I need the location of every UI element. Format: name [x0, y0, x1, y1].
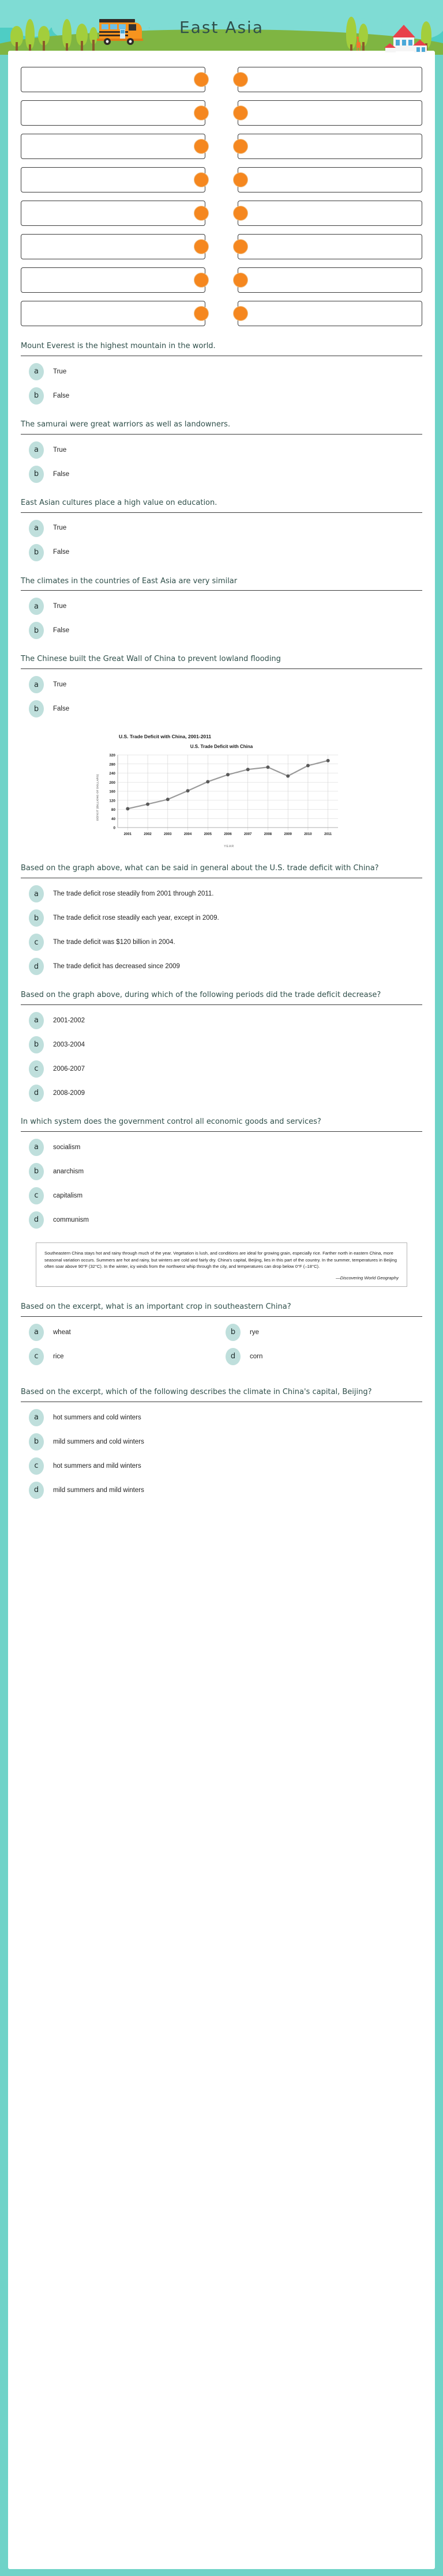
match-definition-label [238, 234, 422, 259]
match-term-label [21, 134, 205, 159]
true-false-question [21, 341, 422, 405]
choice-letter-bubble[interactable]: d [29, 958, 44, 975]
match-row [21, 201, 422, 226]
page-title: East Asia [179, 18, 264, 37]
choice-letter-bubble[interactable]: d [29, 1211, 44, 1229]
match-term-cell[interactable] [21, 167, 205, 192]
true-false-question [21, 654, 422, 717]
choice-label: rye [250, 1328, 259, 1336]
choice-letter-bubble[interactable]: b [29, 1433, 44, 1451]
choice-list [21, 885, 422, 975]
choice-label: 2006-2007 [53, 1065, 85, 1072]
choice-letter-bubble[interactable]: a [29, 885, 44, 902]
svg-text:280: 280 [109, 762, 115, 767]
question-stem: Based on the graph above, during which of the following periods did the trade deficit decrease? [21, 991, 381, 1000]
worksheet-sheet [8, 51, 435, 2569]
choice-letter-bubble[interactable]: b [226, 1324, 241, 1341]
choice-label: 2003-2004 [53, 1041, 85, 1048]
excerpt-questions [21, 1302, 422, 1499]
excerpt-attribution: —Discovering World Geography [336, 1275, 399, 1281]
choice-option[interactable] [29, 1012, 422, 1029]
question-stem: East Asian cultures place a high value on education. [21, 498, 217, 507]
question-rule [21, 668, 422, 669]
svg-text:120: 120 [109, 799, 115, 803]
question-rule [21, 512, 422, 513]
choice-letter-bubble[interactable]: c [29, 1187, 44, 1204]
match-term-label [21, 201, 205, 226]
match-connector-dot[interactable] [233, 172, 248, 187]
choice-letter-bubble[interactable]: c [29, 934, 44, 951]
question-stem: Based on the excerpt, which of the following describes the climate in China's capital, Beijing? [21, 1387, 372, 1396]
match-connector-dot[interactable] [233, 139, 248, 154]
multiple-choice-question [21, 1302, 422, 1372]
match-definition-cell[interactable] [238, 201, 422, 226]
match-term-label [21, 267, 205, 293]
choice-label: The trade deficit has decreased since 2009 [53, 963, 180, 970]
choice-label: True [53, 524, 67, 532]
choice-option[interactable] [29, 934, 422, 951]
svg-text:240: 240 [109, 772, 115, 776]
choice-label: capitalism [53, 1192, 83, 1199]
choice-option[interactable] [226, 1324, 422, 1341]
match-connector-dot[interactable] [233, 273, 248, 288]
choice-label: True [53, 603, 67, 610]
choice-letter-bubble[interactable]: a [29, 363, 44, 380]
choice-label: corn [250, 1353, 263, 1360]
choice-letter-bubble[interactable]: d [29, 1085, 44, 1102]
svg-text:160: 160 [109, 790, 115, 794]
question-stem: In which system does the government control all economic goods and services? [21, 1117, 321, 1126]
svg-text:2011: 2011 [324, 833, 332, 837]
choice-letter-bubble[interactable]: d [29, 1482, 44, 1499]
match-definition-cell[interactable] [238, 67, 422, 92]
choice-label: 2001-2002 [53, 1017, 85, 1024]
question-rule [21, 1131, 422, 1132]
svg-text:2007: 2007 [244, 833, 252, 837]
match-connector-dot[interactable] [194, 206, 209, 221]
choice-label: True [53, 368, 67, 375]
match-connector-dot[interactable] [233, 306, 248, 321]
excerpt-box [36, 1242, 407, 1287]
choice-label: 2008-2009 [53, 1089, 85, 1097]
choice-letter-bubble[interactable]: a [29, 1324, 44, 1341]
choice-option[interactable] [29, 958, 422, 975]
choice-label: communism [53, 1216, 89, 1223]
match-term-cell[interactable] [21, 134, 205, 159]
choice-option[interactable] [29, 466, 422, 483]
multiple-choice-question [21, 990, 422, 1102]
match-term-label [21, 67, 205, 92]
choice-option[interactable] [29, 1324, 226, 1341]
choice-letter-bubble[interactable]: b [29, 700, 44, 717]
match-definition-cell[interactable] [238, 234, 422, 259]
true-false-questions [21, 341, 422, 717]
choice-letter-bubble[interactable]: b [29, 466, 44, 483]
match-definition-label [238, 167, 422, 192]
match-term-label [21, 234, 205, 259]
choice-label: False [53, 392, 70, 399]
svg-text:2003: 2003 [164, 833, 172, 837]
choice-label: rice [53, 1353, 64, 1360]
match-term-cell[interactable] [21, 67, 205, 92]
choice-letter-bubble[interactable]: a [29, 598, 44, 615]
choice-letter-bubble[interactable]: c [29, 1457, 44, 1475]
question-stem: The samurai were great warriors as well as landowners. [21, 420, 231, 429]
svg-text:2004: 2004 [183, 833, 192, 837]
choice-option[interactable] [29, 1482, 422, 1499]
match-connector-dot[interactable] [194, 105, 209, 120]
choice-label: hot summers and cold winters [53, 1414, 141, 1421]
choice-label: hot summers and mild winters [53, 1462, 141, 1470]
match-definition-cell[interactable] [238, 100, 422, 126]
question-stem: Mount Everest is the highest mountain in the world. [21, 342, 216, 350]
choice-label: wheat [53, 1328, 71, 1336]
match-row [21, 67, 422, 92]
choice-list [21, 1324, 422, 1372]
choice-label: socialism [53, 1143, 81, 1151]
choice-option[interactable] [226, 1348, 422, 1365]
multiple-choice-question [21, 863, 422, 975]
choice-letter-bubble[interactable]: b [29, 544, 44, 561]
choice-option[interactable] [29, 1348, 226, 1365]
choice-letter-bubble[interactable]: b [29, 622, 44, 639]
choice-label: False [53, 470, 70, 478]
match-definition-cell[interactable] [238, 267, 422, 293]
choice-option[interactable] [29, 885, 422, 902]
choice-letter-bubble[interactable]: a [29, 1409, 44, 1426]
match-row [21, 267, 422, 293]
choice-option[interactable] [29, 909, 422, 927]
match-term-cell[interactable] [21, 201, 205, 226]
choice-option[interactable] [29, 1187, 422, 1204]
choice-option[interactable] [29, 387, 422, 405]
svg-text:2006: 2006 [224, 833, 232, 837]
question-stem: The Chinese built the Great Wall of China to prevent lowland flooding [21, 655, 281, 664]
chart-caption: U.S. Trade Deficit with China, 2001-2011 [119, 734, 212, 740]
match-definition-label [238, 267, 422, 293]
multiple-choice-question [21, 1387, 422, 1499]
choice-letter-bubble[interactable]: b [29, 1036, 44, 1053]
choice-letter-bubble[interactable]: b [29, 1163, 44, 1180]
choice-label: True [53, 681, 67, 689]
choice-list [21, 1409, 422, 1499]
choice-label: False [53, 627, 70, 634]
chart-plot [100, 751, 348, 844]
chart-y-axis-label: DEFICIT (BILLIONS OF DOLLARS) [96, 774, 99, 821]
match-connector-dot[interactable] [233, 105, 248, 120]
match-row [21, 234, 422, 259]
match-connector-dot[interactable] [233, 72, 248, 87]
matching-exercise [21, 61, 422, 326]
true-false-question [21, 420, 422, 483]
choice-list [21, 1139, 422, 1229]
match-term-cell[interactable] [21, 267, 205, 293]
choice-label: True [53, 446, 67, 454]
choice-list [21, 676, 422, 717]
match-definition-cell[interactable] [238, 134, 422, 159]
choice-option[interactable] [29, 1036, 422, 1053]
choice-label: anarchism [53, 1168, 84, 1175]
svg-text:2009: 2009 [284, 833, 292, 837]
choice-option[interactable] [29, 520, 422, 537]
header-banner [0, 0, 443, 55]
choice-label: The trade deficit rose steadily each year, except in 2009. [53, 915, 219, 922]
match-connector-dot[interactable] [233, 239, 248, 254]
svg-text:80: 80 [111, 808, 115, 813]
choice-label: mild summers and cold winters [53, 1438, 144, 1445]
graph-questions [21, 863, 422, 1229]
svg-text:40: 40 [111, 817, 115, 822]
svg-text:2010: 2010 [304, 833, 312, 837]
match-definition-label [238, 67, 422, 92]
choice-letter-bubble[interactable]: c [29, 1060, 44, 1078]
question-stem: Based on the graph above, what can be said in general about the U.S. trade deficit with China? [21, 864, 379, 873]
choice-list [21, 441, 422, 483]
svg-text:320: 320 [109, 753, 115, 758]
match-term-cell[interactable] [21, 234, 205, 259]
choice-label: The trade deficit rose steadily from 2001 through 2011. [53, 890, 214, 898]
choice-letter-bubble[interactable]: b [29, 387, 44, 405]
match-connector-dot[interactable] [194, 72, 209, 87]
match-definition-label [238, 134, 422, 159]
question-rule [21, 1316, 422, 1317]
svg-text:2001: 2001 [123, 833, 132, 837]
choice-letter-bubble[interactable]: a [29, 441, 44, 459]
match-connector-dot[interactable] [233, 206, 248, 221]
choice-letter-bubble[interactable]: b [29, 909, 44, 927]
choice-letter-bubble[interactable]: a [29, 1012, 44, 1029]
choice-letter-bubble[interactable]: a [29, 676, 44, 693]
svg-text:2008: 2008 [264, 833, 272, 837]
choice-option[interactable] [29, 544, 422, 561]
choice-list [21, 598, 422, 639]
choice-label: False [53, 705, 70, 713]
choice-option[interactable] [29, 1085, 422, 1102]
match-definition-label [238, 201, 422, 226]
svg-text:200: 200 [109, 781, 115, 785]
choice-letter-bubble[interactable]: a [29, 520, 44, 537]
match-row [21, 100, 422, 126]
match-connector-dot[interactable] [194, 172, 209, 187]
choice-label: mild summers and mild winters [53, 1486, 144, 1494]
choice-option[interactable] [29, 1163, 422, 1180]
svg-text:0: 0 [113, 826, 115, 830]
choice-list [21, 1012, 422, 1102]
svg-text:2005: 2005 [204, 833, 212, 837]
match-term-cell[interactable] [21, 301, 205, 326]
true-false-question [21, 576, 422, 640]
choice-option[interactable] [29, 1457, 422, 1475]
match-row [21, 134, 422, 159]
choice-option[interactable] [29, 676, 422, 693]
choice-label: False [53, 549, 70, 556]
choice-option[interactable] [29, 622, 422, 639]
match-row [21, 167, 422, 192]
svg-text:2002: 2002 [144, 833, 152, 837]
choice-letter-bubble[interactable]: c [29, 1348, 44, 1365]
choice-option[interactable] [29, 441, 422, 459]
chart-title: U.S. Trade Deficit with China [190, 744, 253, 750]
chart-figure [21, 734, 422, 848]
match-row [21, 301, 422, 326]
choice-list [21, 363, 422, 405]
multiple-choice-question [21, 1117, 422, 1229]
question-rule [21, 434, 422, 435]
question-stem: Based on the excerpt, what is an important crop in southeastern China? [21, 1302, 291, 1312]
match-definition-cell[interactable] [238, 301, 422, 326]
match-connector-dot[interactable] [194, 139, 209, 154]
choice-option[interactable] [29, 1139, 422, 1156]
excerpt-body: Southeastern China stays hot and rainy through much of the year. Vegetation is lush, and conditions are ideal for growing grain, especially rice. Farther north in eastern China, more seasonal variation occurs. Summers are hot and rainy, but winters are cold and fairly dry. China's capital, Beijing, lies in this part of the country. In the summer, temperatures in Beijing often soar above 90°F (32°C). In the winter, icy winds from the northwest whip through the city, and temperatures can drop below 0°F (–18°C). [44, 1250, 397, 1270]
match-term-label [21, 301, 205, 326]
question-rule [21, 590, 422, 591]
choice-option[interactable] [29, 700, 422, 717]
match-connector-dot[interactable] [194, 306, 209, 321]
match-term-label [21, 167, 205, 192]
choice-list [21, 520, 422, 561]
choice-option[interactable] [29, 1211, 422, 1229]
choice-option[interactable] [29, 598, 422, 615]
chart-x-axis-label: YEAR [224, 845, 234, 849]
match-definition-label [238, 100, 422, 126]
choice-letter-bubble[interactable]: d [226, 1348, 241, 1365]
question-rule [21, 1004, 422, 1005]
question-stem: The climates in the countries of East Asia are very similar [21, 576, 238, 586]
match-term-label [21, 100, 205, 126]
choice-letter-bubble[interactable]: a [29, 1139, 44, 1156]
match-definition-label [238, 301, 422, 326]
match-definition-cell[interactable] [238, 167, 422, 192]
choice-option[interactable] [29, 1433, 422, 1451]
choice-option[interactable] [29, 1409, 422, 1426]
match-term-cell[interactable] [21, 100, 205, 126]
match-connector-dot[interactable] [194, 273, 209, 288]
choice-option[interactable] [29, 363, 422, 380]
choice-label: The trade deficit was $120 billion in 2004. [53, 939, 175, 946]
true-false-question [21, 498, 422, 561]
choice-option[interactable] [29, 1060, 422, 1078]
match-connector-dot[interactable] [194, 239, 209, 254]
